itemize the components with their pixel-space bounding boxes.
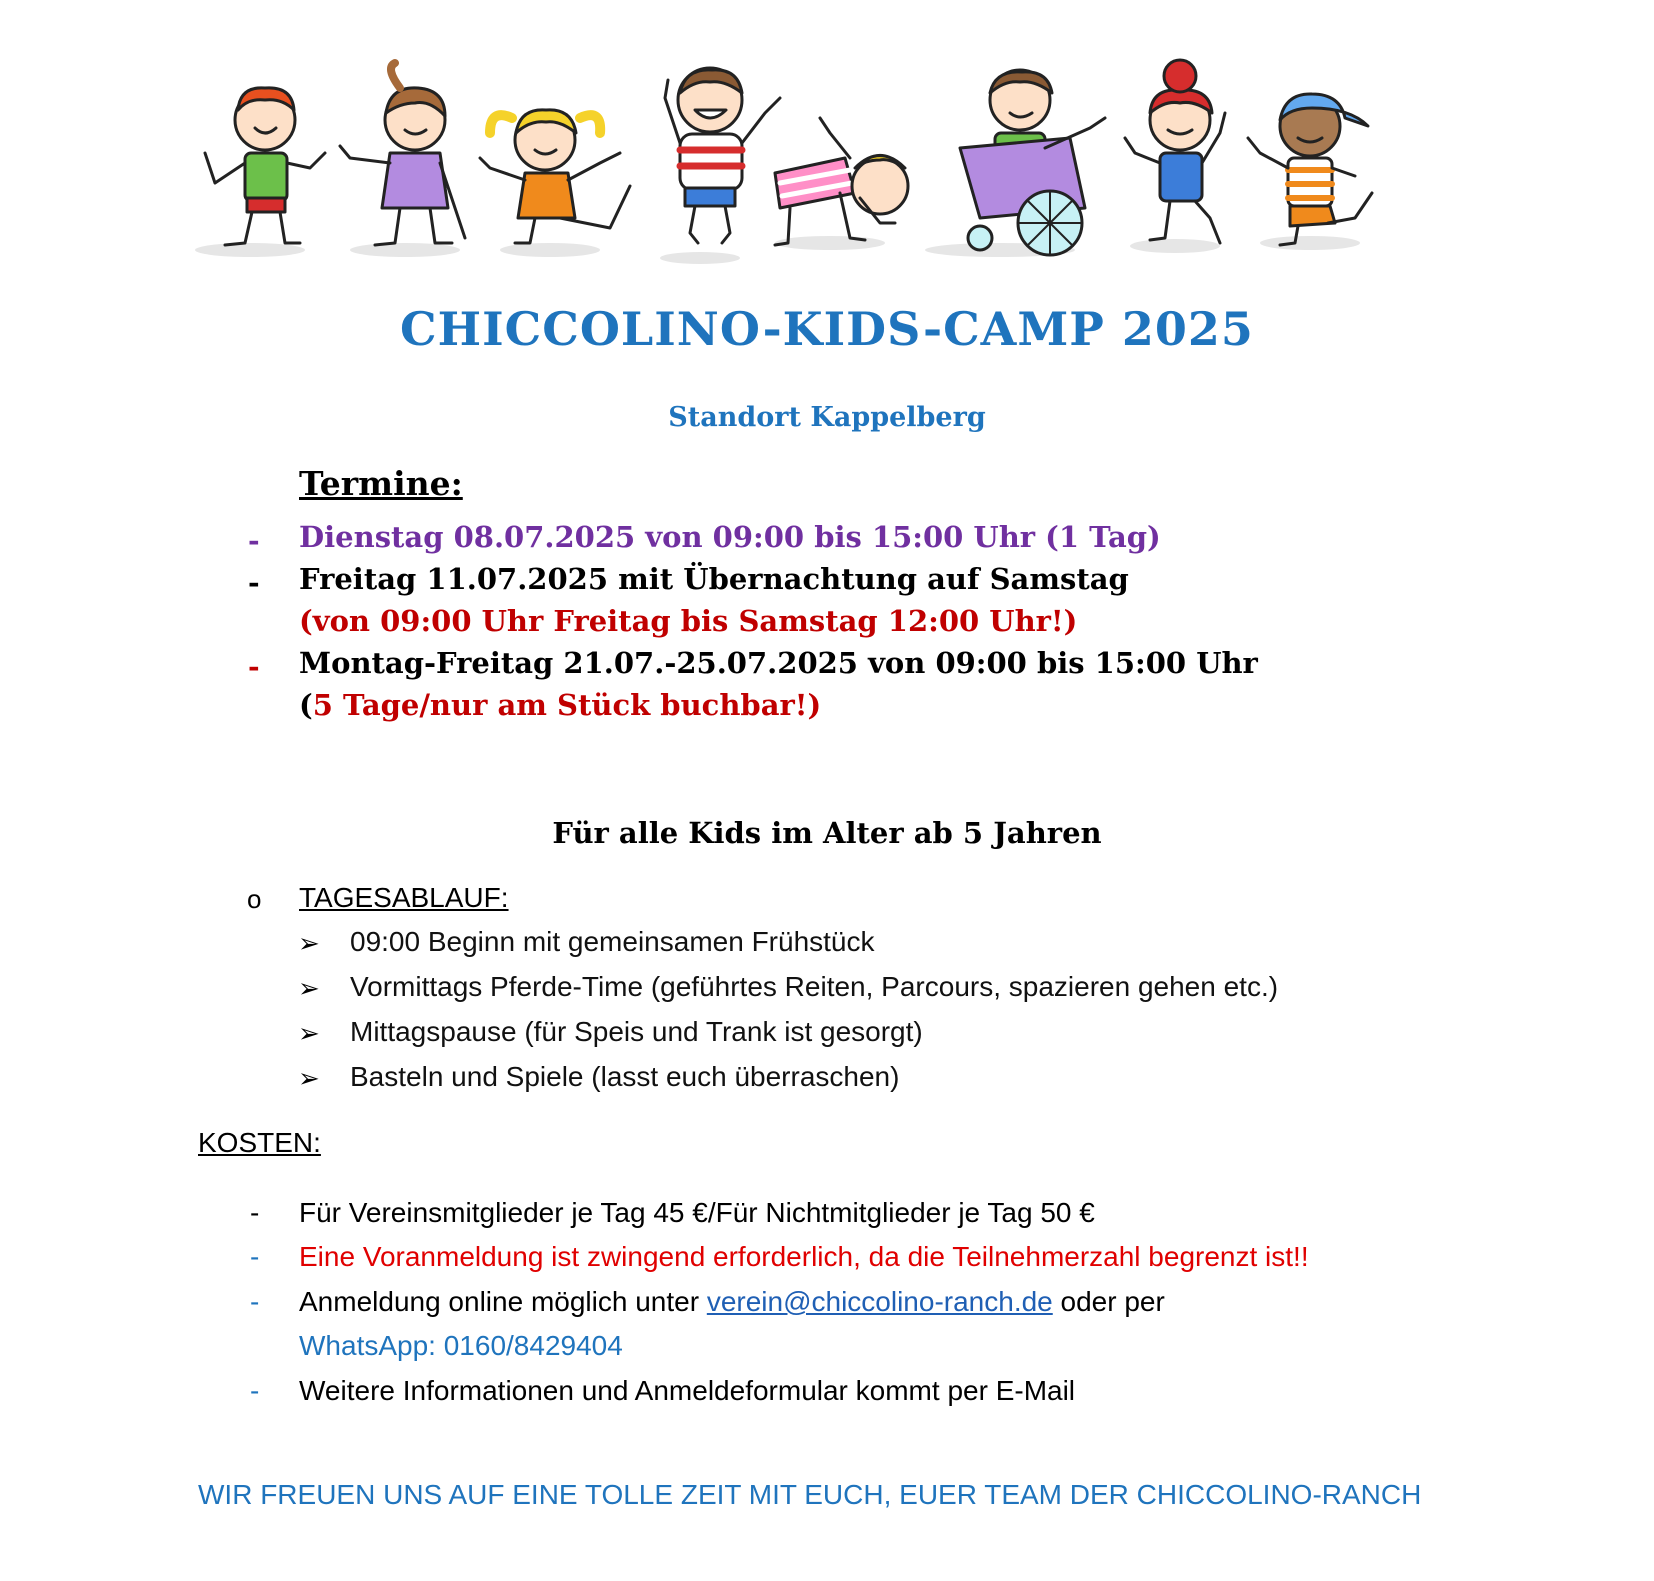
kosten-dash: -	[250, 1197, 260, 1228]
whatsapp-contact: WhatsApp: 0160/8429404	[299, 1330, 623, 1361]
termine-item-3-note: 5 Tage/nur am Stück buchbar!)	[312, 688, 822, 722]
kids-illustration	[190, 58, 1390, 273]
termine-item-3: Montag-Freitag 21.07.-25.07.2025 von 09:00 bis 15:00 Uhr	[299, 646, 1258, 680]
termine-item-2-detail: (von 09:00 Uhr Freitag bis Samstag 12:00 Uhr!)	[299, 604, 1078, 638]
anmeldung-prefix: Anmeldung online möglich unter	[299, 1286, 707, 1317]
footer-greeting: WIR FREUEN UNS AUF EINE TOLLE ZEIT MIT EUCH, EUER TEAM DER CHICCOLINO-RANCH	[198, 1479, 1422, 1510]
arrow-icon: ➢	[298, 973, 320, 1003]
termine-item-1: Dienstag 08.07.2025 von 09:00 bis 15:00 Uhr (1 Tag)	[299, 520, 1161, 554]
termine-item-3-paren: (	[299, 688, 313, 722]
page-title: CHICCOLINO-KIDS-CAMP 2025	[400, 302, 1254, 356]
kosten-info: Weitere Informationen und Anmeldeformular kommt per E-Mail	[299, 1375, 1076, 1406]
termine-bullet-3: -	[248, 650, 260, 683]
termine-item-3-detail	[299, 688, 821, 722]
arrow-icon: ➢	[298, 928, 320, 958]
termine-heading: Termine:	[299, 464, 463, 503]
email-link[interactable]: verein@chiccolino-ranch.de	[706, 1286, 1053, 1317]
termine-bullet-2: -	[248, 566, 260, 599]
termine-bullet-1: -	[248, 524, 260, 557]
tagesablauf-bullet: o	[247, 884, 262, 914]
kosten-anmeldung	[299, 1286, 1165, 1318]
tagesablauf-item: Vormittags Pferde-Time (geführtes Reiten, Parcours, spazieren gehen etc.)	[350, 971, 1279, 1002]
kosten-dash: -	[250, 1241, 260, 1272]
kosten-heading: KOSTEN:	[198, 1127, 321, 1158]
tagesablauf-item: Mittagspause (für Speis und Trank ist gesorgt)	[350, 1016, 923, 1047]
arrow-icon: ➢	[298, 1018, 320, 1048]
kosten-price: Für Vereinsmitglieder je Tag 45 €/Für Nichtmitglieder je Tag 50 €	[299, 1197, 1095, 1228]
tagesablauf-heading: TAGESABLAUF:	[299, 882, 509, 913]
termine-item-2: Freitag 11.07.2025 mit Übernachtung auf Samstag	[299, 562, 1129, 596]
age-note: Für alle Kids im Alter ab 5 Jahren	[552, 816, 1102, 850]
anmeldung-suffix: oder per	[1052, 1286, 1165, 1317]
arrow-icon: ➢	[298, 1063, 320, 1093]
kosten-warning: Eine Voranmeldung ist zwingend erforderlich, da die Teilnehmerzahl begrenzt ist!!	[299, 1241, 1309, 1272]
location-subtitle: Standort Kappelberg	[668, 402, 986, 433]
tagesablauf-item: Basteln und Spiele (lasst euch überraschen)	[350, 1061, 900, 1092]
kosten-dash: -	[250, 1375, 260, 1406]
tagesablauf-item: 09:00 Beginn mit gemeinsamen Frühstück	[350, 926, 875, 957]
kosten-dash: -	[250, 1286, 260, 1317]
